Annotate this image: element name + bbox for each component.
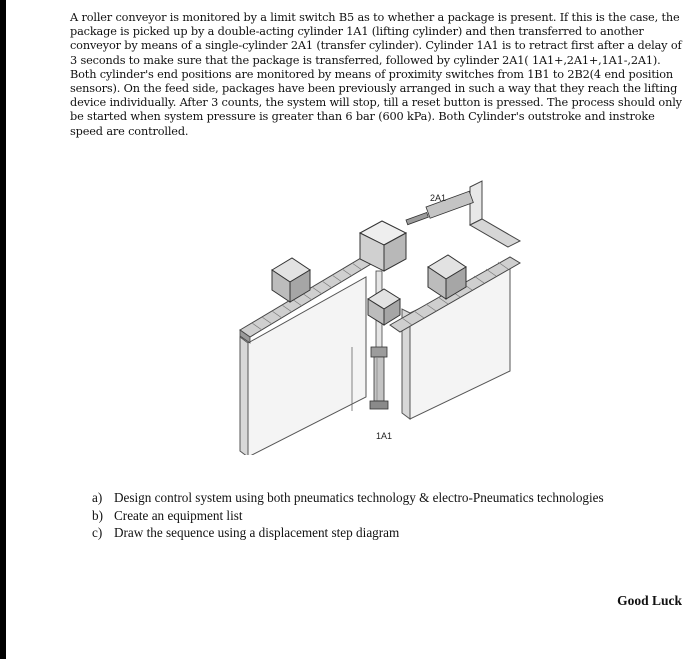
problem-statement: A roller conveyor is monitored by a limit switch B5 as to whether a package is present. If this is the case, the package is picked up by a double-acting cylinder 1A1 (lifting cylinder) and then transferred to another conveyor by means of a single-cylinder 2A1 (transfer cylinder). Cylinder 1A1 is to retract first after a delay of 3 seconds to make sure that the package is transferred, followed by cylinder 2A1( 1A1+,2A1+,1A1-,2A1). Both cylinder's end positions are monitored by means of proximity switches from 1B1 to 2B2(4 end position sensors). On the feed side, packages have been previously arranged in such a way that they reach the lifting device individually. After 3 counts, the system will stop, till a reset button is pressed. The process should only be started when system pressure is greater than 6 bar (600 kPa). Both Cylinder's outstroke and instroke speed are controlled. [70,11,682,138]
closing-note: Good Luck [617,593,682,608]
label-2a1: 2A1 [430,193,447,203]
task-marker: c) [92,525,103,540]
task-marker: b) [92,507,103,523]
task-item [92,524,672,542]
cylinder-1a1-head [371,347,387,357]
cylinder-1a1-barrel [374,357,384,401]
cylinder-2a1-bracket-base [470,219,520,247]
label-1a1: 1A1 [376,431,393,441]
conveyor-diagram [200,175,530,455]
left-wall-side [240,337,248,455]
conveyor-illustration [200,175,530,455]
task-list [92,489,672,542]
task-item [92,507,672,525]
cylinder-2a1-rod [406,212,428,224]
left-margin-bar [0,0,6,659]
cylinder-1a1-base [370,401,388,409]
task-text: Create an equipment list [114,507,243,523]
left-wall [248,277,366,455]
task-text: Draw the sequence using a displacement step diagram [114,525,400,540]
task-marker: a) [92,490,103,505]
task-item [92,489,672,507]
task-text: Design control system using both pneumatics technology & electro-Pneumatics technologies [114,490,604,505]
